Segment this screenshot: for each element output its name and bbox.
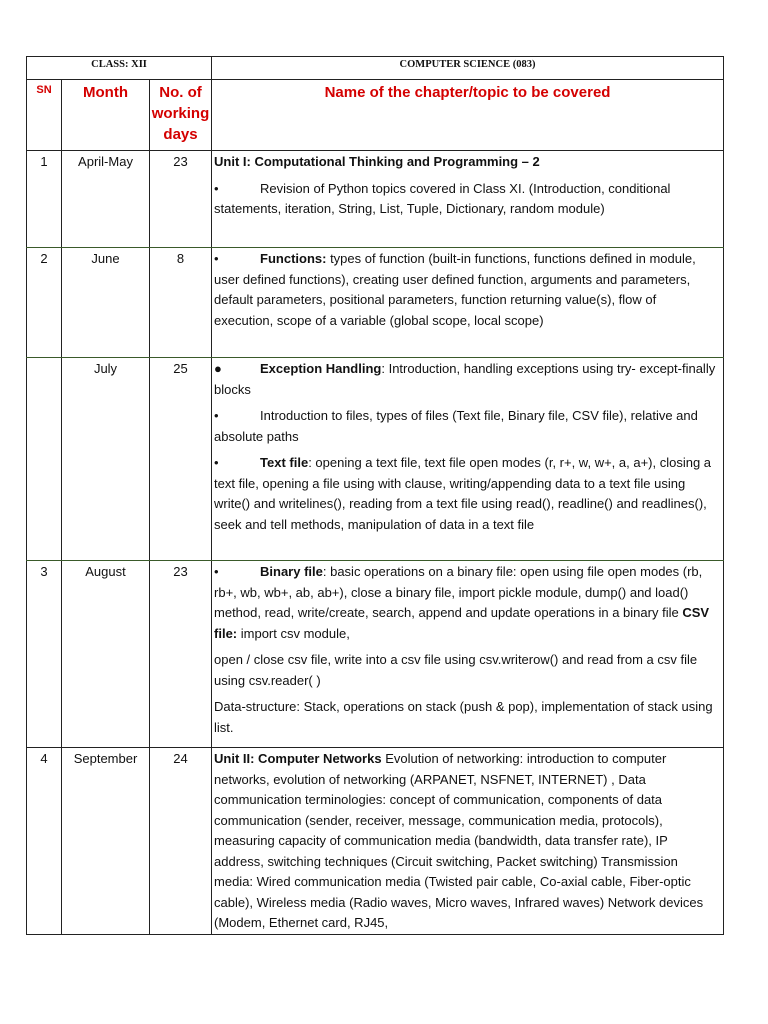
topic-paragraph: [214, 562, 719, 644]
syllabus-table: [26, 56, 724, 935]
topic-text: Evolution of networking: introduction to computer networks, evolution of networking (ARPANET, NSFNET, INTERNET) , Data communication terminologies: concept of communication, components of data communication (sender, receiver, message, communication media, protocols), measuring capacity of communication media (bandwidth, data transfer rate), IP address, switching techniques (Circuit switching, Packet switching) Transmission media: Wired communication media (Twisted pair cable, Co-axial cable, Fiber-optic cable), Wireless media (Radio waves, Micro waves, Infrared waves) Network devices (Modem, Ethernet card, RJ45,: [214, 751, 704, 930]
row-sn: [27, 358, 62, 561]
column-header-days: No. of working days: [150, 80, 212, 151]
topic-paragraph: [214, 359, 719, 400]
topic-text: import csv module,: [237, 625, 350, 641]
class-subject-row: [27, 57, 724, 80]
bullet-icon: ●: [214, 361, 222, 376]
topic-text: Introduction to files, types of files (Text file, Binary file, CSV file), relative and absolute paths: [214, 408, 698, 444]
table-row: [27, 151, 724, 248]
row-sn: 1: [27, 151, 62, 248]
bullet-icon: •: [214, 251, 219, 266]
topic-paragraph: [214, 453, 719, 535]
table-row: [27, 561, 724, 748]
topic-heading: Exception Handling: [260, 361, 382, 376]
topic-paragraph: [214, 697, 719, 738]
topic-paragraph: [214, 406, 719, 447]
bullet-icon: •: [214, 180, 219, 196]
row-days: 24: [150, 748, 212, 935]
row-days: 23: [150, 561, 212, 748]
row-days: 8: [150, 248, 212, 358]
topic-text: : opening a text file, text file open modes (r, r+, w, w+, a, a+), closing a text file, opening a file using with clause, writing/appending data to a text file using write() and writelines(), reading from a text file using read(), readline() and readlines(), seek and tell methods, manipulation of data in a text file: [214, 455, 712, 532]
topic-text: : Introduction, handling exceptions using try- except-finally blocks: [214, 361, 716, 397]
row-days: 25: [150, 358, 212, 561]
column-header-sn: SN: [27, 80, 62, 151]
row-sn: 4: [27, 748, 62, 935]
topic-heading: Functions:: [260, 251, 327, 266]
column-header-month: Month: [62, 80, 150, 151]
row-days: 23: [150, 151, 212, 248]
topic-text: : basic operations on a binary file: open using file open modes (rb, rb+, wb, wb+, ab, ab+), close a binary file, import pickle module, dump() and load() method, read, write/create, search, append and update operations in a binary file: [214, 564, 703, 620]
topic-heading: Binary file: [260, 564, 323, 579]
topic-text: Data-structure: Stack, operations on stack (push & pop), implementation of stack using list.: [214, 699, 713, 735]
table-row: [27, 358, 724, 561]
topic-paragraph: [214, 152, 719, 173]
row-topic: [212, 248, 724, 358]
topic-paragraph: [214, 749, 719, 934]
bullet-icon: •: [214, 564, 219, 579]
row-topic: [212, 151, 724, 248]
row-sn: 2: [27, 248, 62, 358]
topic-paragraph: [214, 249, 719, 331]
row-month: September: [62, 748, 150, 935]
row-sn: 3: [27, 561, 62, 748]
topic-paragraph: [214, 650, 719, 691]
bullet-icon: •: [214, 408, 219, 423]
bullet-icon: •: [214, 455, 219, 470]
unit-heading: Unit II: Computer Networks: [214, 751, 382, 766]
table-row: [27, 748, 724, 935]
row-month: August: [62, 561, 150, 748]
topic-heading: Text file: [260, 455, 309, 470]
table-row: [27, 248, 724, 358]
topic-text: Revision of Python topics covered in Class XI. (Introduction, conditional statements, iteration, String, List, Tuple, Dictionary, random module): [214, 180, 671, 216]
class-label: CLASS: XII: [27, 57, 212, 80]
column-header-row: [27, 80, 724, 151]
topic-paragraph: [214, 179, 719, 220]
subject-label: COMPUTER SCIENCE (083): [212, 57, 724, 80]
topic-heading: CSV file:: [214, 605, 710, 641]
row-topic: [212, 561, 724, 748]
row-month: July: [62, 358, 150, 561]
topic-text: open / close csv file, write into a csv file using csv.writerow() and read from a csv file using csv.reader( ): [214, 652, 698, 688]
row-month: April-May: [62, 151, 150, 248]
topic-text: types of function (built-in functions, functions defined in module, user defined functions), creating user defined function, arguments and parameters, default parameters, positional parameters, function returning value(s), flow of execution, scope of a variable (global scope, local scope): [214, 251, 696, 328]
column-header-topic: Name of the chapter/topic to be covered: [212, 80, 724, 151]
row-topic: [212, 748, 724, 935]
row-month: June: [62, 248, 150, 358]
unit-heading: Unit I: Computational Thinking and Programming – 2: [214, 154, 540, 169]
row-topic: [212, 358, 724, 561]
